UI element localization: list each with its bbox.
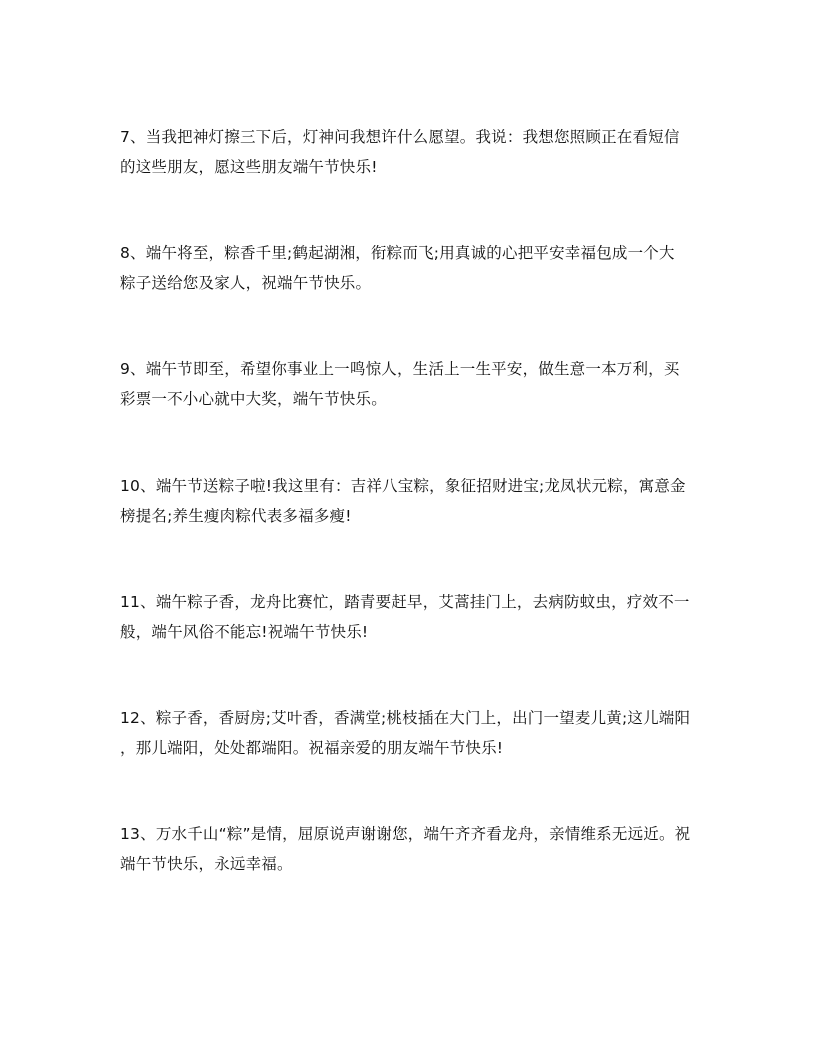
paragraph-10 — [120, 471, 700, 531]
paragraph-7 — [120, 122, 700, 182]
paragraph-line: 12、粽子香，香厨房;艾叶香，香满堂;桃枝插在大门上，出门一望麦儿黄;这儿端阳 — [120, 709, 691, 727]
paragraph-line: 粽子送给您及家人，祝端午节快乐。 — [120, 274, 372, 292]
paragraph-9 — [120, 354, 700, 414]
paragraph-line: 彩票一不小心就中大奖，端午节快乐。 — [120, 390, 387, 408]
paragraph-line: 10、端午节送粽子啦!我这里有：吉祥八宝粽，象征招财进宝;龙凤状元粽，寓意金 — [120, 477, 686, 495]
paragraph-line: 榜提名;养生瘦肉粽代表多福多瘦! — [120, 507, 352, 525]
paragraph-8 — [120, 238, 700, 298]
paragraph-line: ，那儿端阳，处处都端阳。祝福亲爱的朋友端午节快乐! — [120, 739, 504, 757]
paragraph-line: 8、端午将至，粽香千里;鹤起湖湘，衔粽而飞;用真诚的心把平安幸福包成一个大 — [120, 244, 675, 262]
paragraph-line: 般，端午风俗不能忘!祝端午节快乐! — [120, 623, 369, 641]
paragraph-13 — [120, 819, 700, 879]
paragraph-11 — [120, 587, 700, 647]
paragraph-line: 9、端午节即至，希望你事业上一鸣惊人，生活上一生平安，做生意一本万利，买 — [120, 360, 680, 378]
paragraph-line: 11、端午粽子香，龙舟比赛忙，踏青要赶早，艾蒿挂门上，去病防蚊虫，疗效不一 — [120, 593, 690, 611]
paragraph-line: 端午节快乐，永远幸福。 — [120, 855, 293, 873]
paragraph-line: 的这些朋友，愿这些朋友端午节快乐! — [120, 158, 378, 176]
paragraph-line: 7、当我把神灯擦三下后，灯神问我想许什么愿望。我说：我想您照顾正在看短信 — [120, 128, 680, 146]
paragraph-12 — [120, 703, 700, 763]
paragraph-line: 13、万水千山“粽”是情，屈原说声谢谢您，端午齐齐看龙舟，亲情维系无远近。祝 — [120, 825, 691, 843]
